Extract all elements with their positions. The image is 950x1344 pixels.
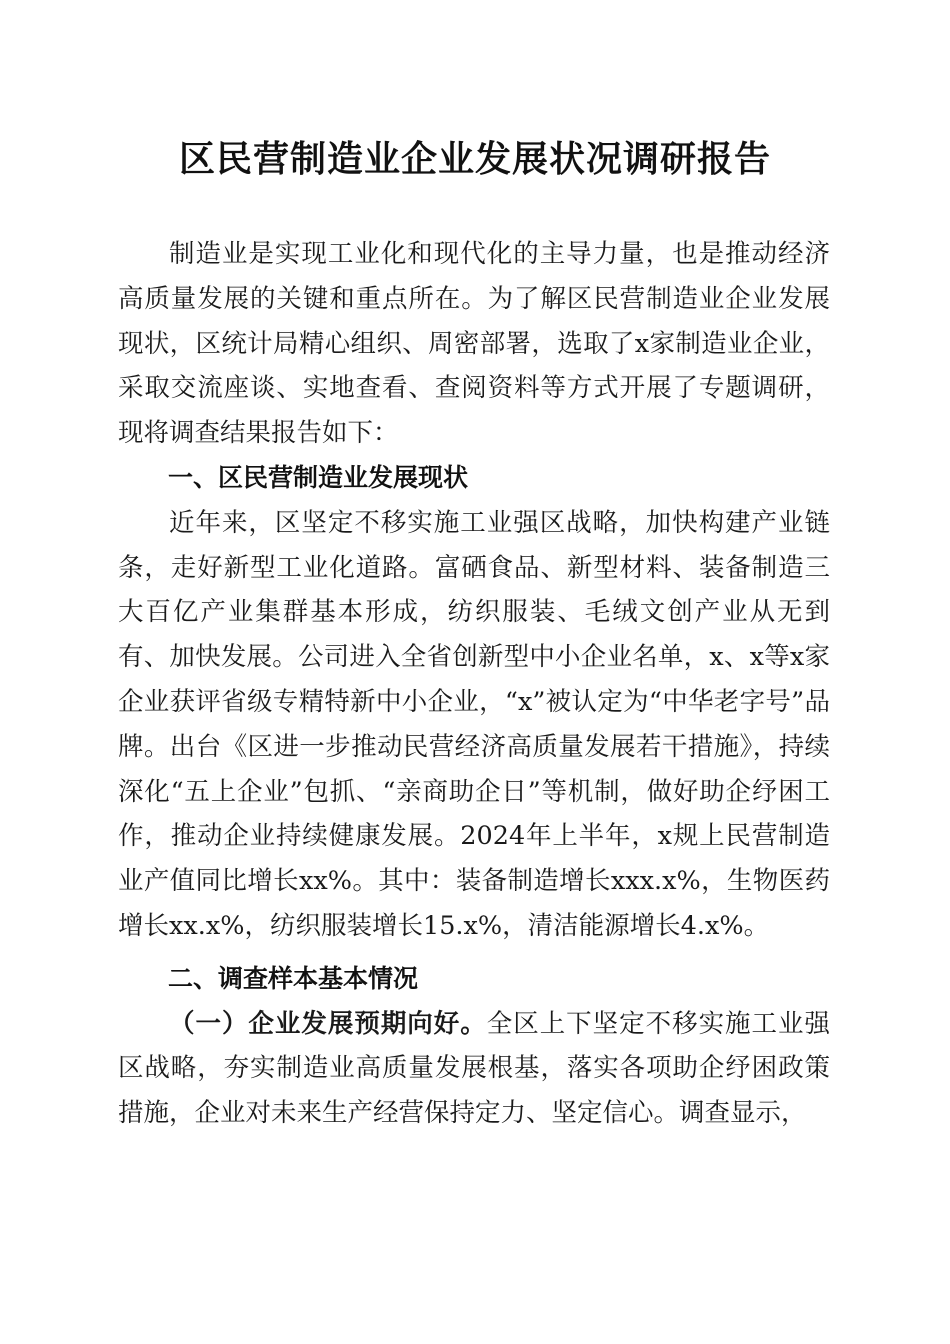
section-2-heading: 二、调查样本基本情况 xyxy=(168,963,419,993)
section-1-paragraph: 近年来，区坚定不移实施工业强区战略，加快构建产业链条，走好新型工业化道路。富硒食品、新型材料、装备制造三大百亿产业集群基本形成，纺织服装、毛绒文创产业从无到有、加快发展。公司进入全省创新型中小企业名单，x、x等x家企业获评省级专精特新中小企业，“x”被认定为“中华老字号”品牌。出台《区进一步推动民营经济高质量发展若干措施》，持续深化“五上企业”包抓、“亲商助企日”等机制，做好助企纾困工作，推动企业持续健康发展。2024年上半年，x规上民营制造业产值同比增长xx%。其中：装备制造增长xxx.x%，生物医药增长xx.x%，纺织服装增长15.x%，清洁能源增长4.x%。 xyxy=(118,507,830,941)
section-1-heading: 一、区民营制造业发展现状 xyxy=(168,462,469,492)
subsection-1-text: 全区上下坚定不移实施工业强区战略，夯实制造业高质量发展根基，落实各项助企纾困政策措施，企业对未来生产经营保持定力、坚定信心。调查显示， xyxy=(118,1008,830,1129)
subsection-1-paragraph xyxy=(118,1002,830,1136)
intro-paragraph: 制造业是实现工业化和现代化的主导力量，也是推动经济高质量发展的关键和重点所在。为了解区民营制造业企业发展现状，区统计局精心组织、周密部署，选取了x家制造业企业，采取交流座谈、实地查看、查阅资料等方式开展了专题调研，现将调查结果报告如下： xyxy=(118,239,830,449)
document-title: 区民营制造业企业发展状况调研报告 xyxy=(178,138,771,180)
document-body xyxy=(118,232,830,1136)
subsection-1-lead: （一）企业发展预期向好。 xyxy=(169,1008,487,1039)
